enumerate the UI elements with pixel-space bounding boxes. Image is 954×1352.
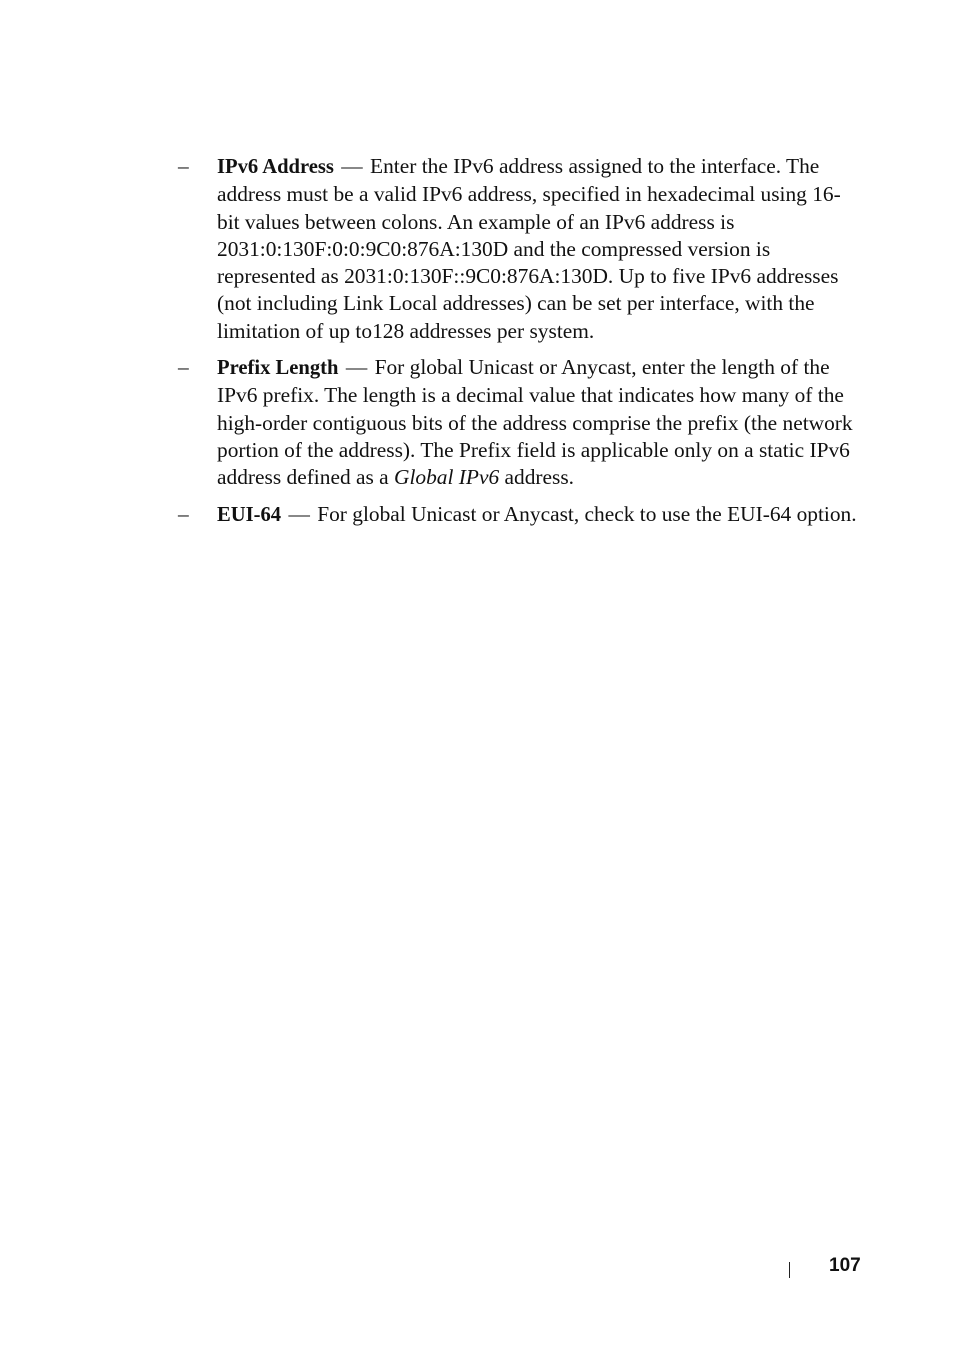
list-item-ipv6-address xyxy=(178,153,858,345)
em-dash: — xyxy=(345,355,368,380)
description-prefix-length-end: address. xyxy=(504,465,575,490)
term-prefix-length: Prefix Length xyxy=(217,357,339,380)
document-body xyxy=(178,153,858,538)
em-dash: — xyxy=(341,154,363,178)
footer-divider xyxy=(789,1262,790,1278)
term-ipv6-address: IPv6 Address xyxy=(217,156,334,178)
term-eui-64: EUI-64 xyxy=(217,503,282,526)
description-prefix-length: For global Unicast or Anycast, enter the length of the IPv6 prefix. The length is a decimal value that indicates how many of the high-order contiguous bits of the address comprise the prefix (the network portion of the address). The Prefix field is applicable only on a static IPv6 address defined as a xyxy=(217,355,853,490)
list-dash: – xyxy=(178,355,189,380)
em-dash: — xyxy=(288,501,310,526)
list-dash: – xyxy=(178,501,189,526)
italic-global-ipv6: Global IPv6 xyxy=(394,465,500,490)
description-ipv6-address: Enter the IPv6 address assigned to the interface. The address must be a valid IPv6 address, specified in hexadecimal using 16-bit values between colons. An example of an IPv6 address is 2031:0:130F:0:0:9C0:876A:130D and the compressed version is represented as 2031:0:130F::9C0:876A:130D. Up to five IPv6 addresses (not including Link Local addresses) can be set per interface, with the limitation of up to128 addresses per system. xyxy=(217,154,841,343)
list-item-prefix-length xyxy=(178,354,858,491)
list-item-eui-64 xyxy=(178,501,858,529)
description-eui-64: For global Unicast or Anycast, check to use the EUI-64 option. xyxy=(317,501,857,526)
page-number: 107 xyxy=(829,1255,861,1276)
list-dash: – xyxy=(178,154,189,178)
